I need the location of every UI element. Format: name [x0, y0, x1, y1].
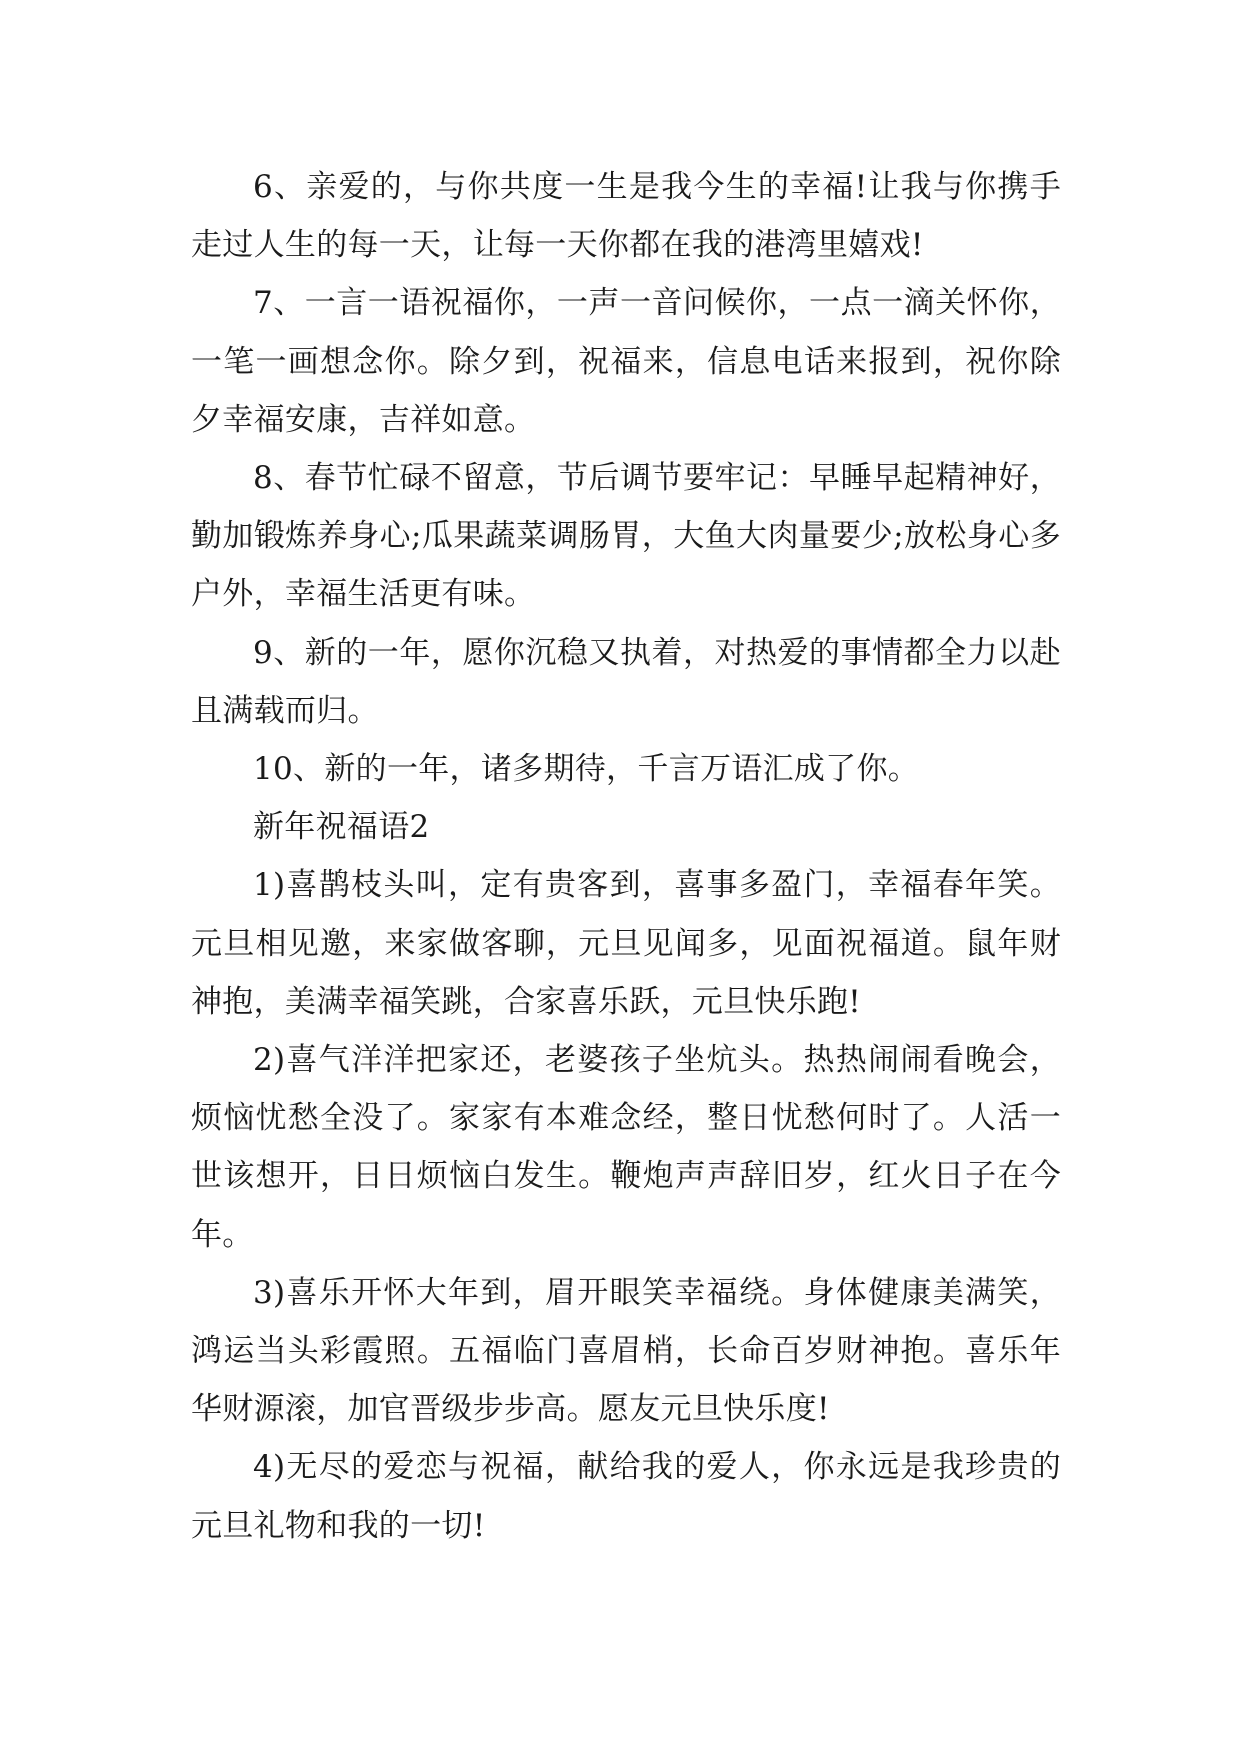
paragraph-item-7: 7、一言一语祝福你，一声一音问候你，一点一滴关怀你，一笔一画想念你。除夕到，祝福来，信息电话来报到，祝你除夕幸福安康，吉祥如意。	[191, 285, 1061, 438]
section-paragraph-1: 1)喜鹊枝头叫，定有贵客到，喜事多盈门，幸福春年笑。元旦相见邀，来家做客聊，元旦见闻多，见面祝福道。鼠年财神抱，美满幸福笑跳，合家喜乐跃，元旦快乐跑!	[191, 867, 1061, 1020]
section-paragraph-4: 4)无尽的爱恋与祝福，献给我的爱人，你永远是我珍贵的元旦礼物和我的一切!	[191, 1449, 1061, 1544]
document-body	[191, 158, 1061, 1555]
paragraph-item-10: 10、新的一年，诸多期待，千言万语汇成了你。	[253, 751, 920, 788]
paragraph-item-9: 9、新的一年，愿你沉稳又执着，对热爱的事情都全力以赴且满载而归。	[191, 634, 1061, 729]
section-heading: 新年祝福语2	[253, 809, 430, 846]
section-paragraph-2: 2)喜气洋洋把家还，老婆孩子坐炕头。热热闹闹看晚会，烦恼忧愁全没了。家家有本难念经，整日忧愁何时了。人活一世该想开，日日烦恼白发生。鞭炮声声辞旧岁，红火日子在今年。	[191, 1042, 1061, 1253]
section-paragraph-3: 3)喜乐开怀大年到，眉开眼笑幸福绕。身体健康美满笑，鸿运当头彩霞照。五福临门喜眉梢，长命百岁财神抱。喜乐年华财源滚，加官晋级步步高。愿友元旦快乐度!	[191, 1274, 1061, 1428]
paragraph-item-8: 8、春节忙碌不留意，节后调节要牢记：早睡早起精神好，勤加锻炼养身心;瓜果蔬菜调肠胃，大鱼大肉量要少;放松身心多户外，幸福生活更有味。	[191, 460, 1061, 613]
paragraph-item-6: 6、亲爱的，与你共度一生是我今生的幸福!让我与你携手走过人生的每一天，让每一天你都在我的港湾里嬉戏!	[191, 169, 1061, 264]
